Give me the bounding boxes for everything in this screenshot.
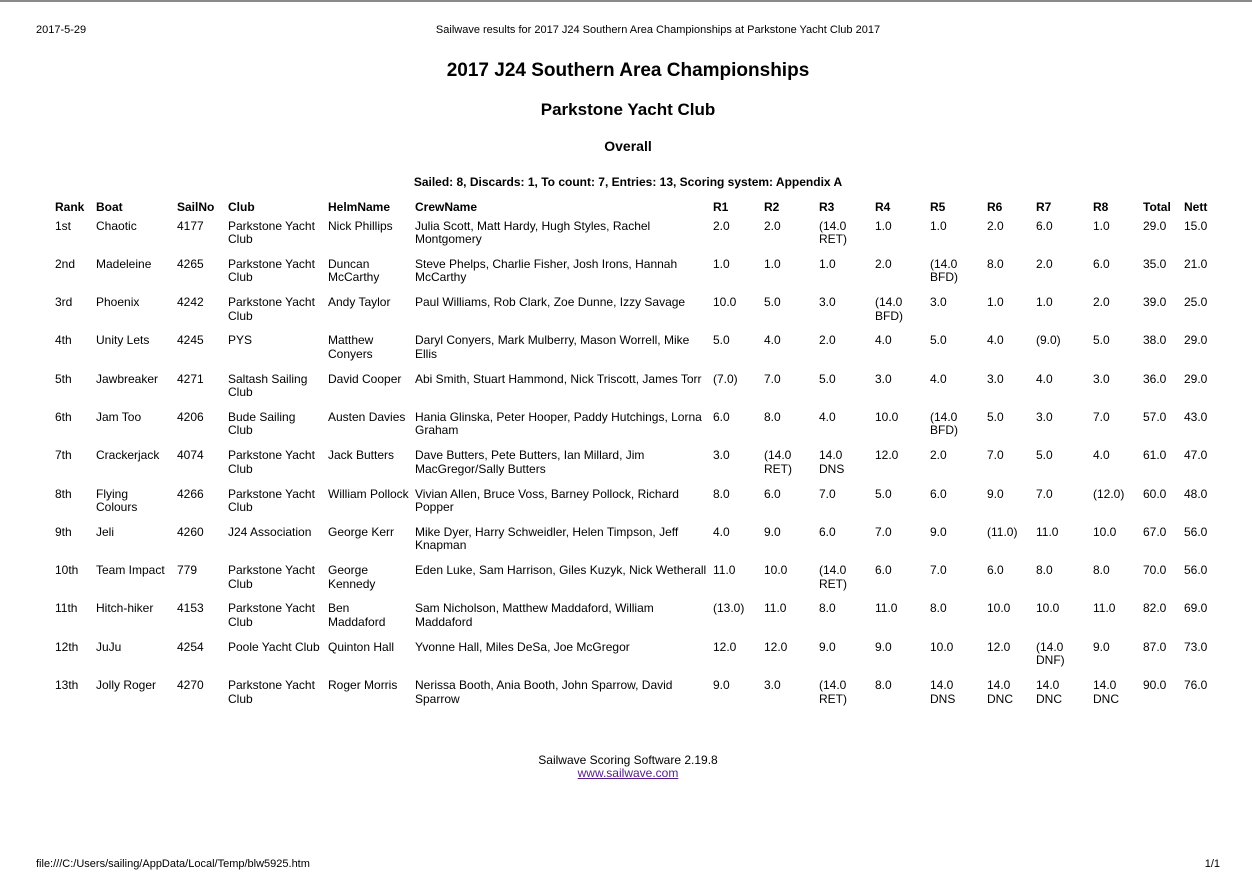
cell-r3: 4.0 <box>819 410 836 424</box>
cell-r8: 3.0 <box>1093 372 1110 386</box>
table-row <box>52 296 1222 334</box>
cell-sailno: 4260 <box>177 525 204 539</box>
cell-club: Saltash Sailing Club <box>228 372 308 400</box>
cell-r7: 11.0 <box>1036 525 1059 539</box>
cell-r6: 6.0 <box>987 564 1004 578</box>
cell-r1: 9.0 <box>713 679 730 693</box>
cell-nett: 29.0 <box>1184 372 1208 386</box>
cell-r4: 5.0 <box>875 487 892 501</box>
print-page-title: Sailwave results for 2017 J24 Southern Area Championships at Parkstone Yacht Club 2017 <box>435 24 881 36</box>
column-header-boat: Boat <box>96 200 123 214</box>
cell-r1: 11.0 <box>713 564 736 578</box>
cell-helm-name: George Kennedy <box>328 564 376 591</box>
cell-crew-name: Eden Luke, Sam Harrison, Giles Kuzyk, Nick Wetherall <box>415 564 707 578</box>
cell-club: J24 Association <box>228 525 312 539</box>
cell-boat: Jam Too <box>96 410 142 424</box>
cell-r8: 4.0 <box>1093 449 1110 463</box>
cell-r3: 9.0 <box>819 640 836 654</box>
cell-helm-name: David Cooper <box>328 372 402 386</box>
print-date: 2017-5-29 <box>36 24 87 36</box>
cell-club: Parkstone Yacht Club <box>228 602 315 629</box>
cell-r3: 7.0 <box>819 487 836 501</box>
cell-r3: 5.0 <box>819 372 836 386</box>
cell-boat: Madeleine <box>96 257 152 271</box>
column-header-r1: R1 <box>713 200 729 214</box>
cell-helm-name: Duncan McCarthy <box>328 257 380 285</box>
table-row <box>52 334 1222 372</box>
cell-sailno: 4245 <box>177 334 204 348</box>
cell-club: Parkstone Yacht Club <box>228 564 315 591</box>
cell-nett: 73.0 <box>1184 640 1208 654</box>
column-header-r7: R7 <box>1036 200 1052 214</box>
cell-r1: 10.0 <box>713 296 737 310</box>
cell-boat: Crackerjack <box>96 449 160 463</box>
table-row <box>52 411 1222 449</box>
cell-rank: 9th <box>55 525 72 539</box>
cell-r5: (14.0 BFD) <box>930 410 958 438</box>
cell-r4: (14.0 BFD) <box>875 296 903 323</box>
cell-r5: 10.0 <box>930 640 954 654</box>
cell-nett: 69.0 <box>1184 602 1208 616</box>
cell-rank: 8th <box>55 487 72 501</box>
cell-r3: 8.0 <box>819 602 836 616</box>
cell-r4: 6.0 <box>875 564 892 578</box>
series-heading: Overall <box>604 138 652 154</box>
cell-r8: 2.0 <box>1093 296 1110 310</box>
cell-rank: 5th <box>55 372 72 386</box>
cell-crew-name: Yvonne Hall, Miles DeSa, Joe McGregor <box>415 640 630 654</box>
cell-crew-name: Abi Smith, Stuart Hammond, Nick Triscott, James Torr <box>415 372 702 386</box>
cell-helm-name: William Pollock <box>328 487 409 501</box>
cell-boat: Flying Colours <box>96 487 138 515</box>
cell-sailno: 4177 <box>177 219 204 233</box>
cell-crew-name: Paul Williams, Rob Clark, Zoe Dunne, Izzy Savage <box>415 296 686 310</box>
cell-total: 82.0 <box>1143 602 1167 616</box>
cell-r8: 1.0 <box>1093 219 1110 233</box>
cell-r7: (9.0) <box>1036 334 1061 348</box>
table-row <box>52 449 1222 487</box>
column-header-club: Club <box>228 200 255 214</box>
cell-total: 60.0 <box>1143 487 1167 501</box>
cell-rank: 6th <box>55 410 72 424</box>
cell-sailno: 779 <box>177 564 198 578</box>
cell-sailno: 4206 <box>177 410 204 424</box>
cell-total: 35.0 <box>1143 257 1167 271</box>
cell-r8: 9.0 <box>1093 640 1110 654</box>
cell-r4: 10.0 <box>875 410 899 424</box>
cell-nett: 56.0 <box>1184 564 1208 578</box>
cell-boat: Unity Lets <box>96 334 150 348</box>
results-table <box>52 198 1222 717</box>
top-border <box>0 0 1252 2</box>
cell-r5: 8.0 <box>930 602 947 616</box>
cell-rank: 12th <box>55 640 79 654</box>
cell-r1: 4.0 <box>713 525 730 539</box>
cell-club: Poole Yacht Club <box>228 640 320 654</box>
cell-r6: 8.0 <box>987 257 1004 271</box>
cell-r2: 12.0 <box>764 640 788 654</box>
cell-total: 61.0 <box>1143 449 1167 463</box>
cell-r2: 4.0 <box>764 334 781 348</box>
cell-r6: 2.0 <box>987 219 1004 233</box>
cell-r8: 11.0 <box>1093 602 1116 616</box>
series-summary: Sailed: 8, Discards: 1, To count: 7, Entries: 13, Scoring system: Appendix A <box>413 175 843 189</box>
cell-sailno: 4265 <box>177 257 204 271</box>
print-file-path: file:///C:/Users/sailing/AppData/Local/Temp/blw5925.htm <box>36 858 310 870</box>
results-header-row <box>52 198 1222 220</box>
cell-r4: 11.0 <box>875 602 898 616</box>
cell-r6: 10.0 <box>987 602 1011 616</box>
column-header-r5: R5 <box>930 200 946 214</box>
cell-r6: 9.0 <box>987 487 1004 501</box>
print-page-number: 1/1 <box>1204 858 1220 870</box>
column-header-total: Total <box>1143 200 1171 214</box>
cell-helm-name: George Kerr <box>328 525 395 539</box>
cell-r7: 7.0 <box>1036 487 1053 501</box>
cell-r4: 9.0 <box>875 640 892 654</box>
cell-nett: 15.0 <box>1184 219 1208 233</box>
cell-sailno: 4266 <box>177 487 204 501</box>
table-row <box>52 373 1222 411</box>
cell-r8: 7.0 <box>1093 410 1110 424</box>
column-header-rank: Rank <box>55 200 85 214</box>
cell-nett: 48.0 <box>1184 487 1208 501</box>
cell-r1: 6.0 <box>713 410 730 424</box>
cell-r8: 6.0 <box>1093 257 1110 271</box>
cell-nett: 56.0 <box>1184 525 1208 539</box>
cell-rank: 4th <box>55 334 72 348</box>
cell-r4: 7.0 <box>875 525 892 539</box>
table-row <box>52 564 1222 602</box>
cell-boat: Jeli <box>96 525 115 539</box>
cell-boat: Phoenix <box>96 296 140 310</box>
cell-crew-name: Hania Glinska, Peter Hooper, Paddy Hutchings, Lorna Graham <box>415 410 702 438</box>
cell-club: Bude Sailing Club <box>228 410 296 438</box>
cell-helm-name: Ben Maddaford <box>328 602 386 629</box>
table-row <box>52 220 1222 258</box>
cell-club: Parkstone Yacht Club <box>228 449 315 476</box>
cell-r2: 9.0 <box>764 525 781 539</box>
cell-sailno: 4254 <box>177 640 204 654</box>
cell-r6: 7.0 <box>987 449 1004 463</box>
cell-rank: 3rd <box>55 296 73 310</box>
cell-club: PYS <box>228 334 253 348</box>
cell-r8: (12.0) <box>1093 487 1125 501</box>
cell-total: 29.0 <box>1143 219 1167 233</box>
column-header-r3: R3 <box>819 200 835 214</box>
cell-club: Parkstone Yacht Club <box>228 296 315 323</box>
table-row <box>52 602 1222 640</box>
table-row <box>52 526 1222 564</box>
cell-rank: 10th <box>55 564 79 578</box>
results-body <box>52 220 1222 718</box>
cell-r5: 1.0 <box>930 219 947 233</box>
column-header-r4: R4 <box>875 200 891 214</box>
cell-sailno: 4271 <box>177 372 204 386</box>
cell-sailno: 4242 <box>177 296 204 310</box>
table-row <box>52 488 1222 526</box>
cell-nett: 43.0 <box>1184 410 1208 424</box>
cell-helm-name: Austen Davies <box>328 410 406 424</box>
cell-crew-name: Sam Nicholson, Matthew Maddaford, William Maddaford <box>415 602 654 629</box>
column-header-r8: R8 <box>1093 200 1109 214</box>
cell-r7: 4.0 <box>1036 372 1053 386</box>
cell-r6: (11.0) <box>987 525 1018 539</box>
cell-helm-name: Quinton Hall <box>328 640 395 654</box>
cell-sailno: 4270 <box>177 679 204 693</box>
cell-nett: 25.0 <box>1184 296 1208 310</box>
software-credit: Sailwave Scoring Software 2.19.8 <box>538 753 718 767</box>
cell-boat: JuJu <box>96 640 122 654</box>
cell-r3: (14.0 RET) <box>819 219 847 246</box>
cell-r8: 5.0 <box>1093 334 1110 348</box>
cell-r6: 1.0 <box>987 296 1004 310</box>
cell-r3: 3.0 <box>819 296 836 310</box>
cell-r1: 1.0 <box>713 257 730 271</box>
cell-total: 39.0 <box>1143 296 1167 310</box>
cell-r4: 8.0 <box>875 679 892 693</box>
cell-helm-name: Nick Phillips <box>328 219 393 233</box>
cell-club: Parkstone Yacht Club <box>228 257 315 285</box>
cell-r7: (14.0 DNF) <box>1036 640 1065 668</box>
cell-r7: 8.0 <box>1036 564 1053 578</box>
cell-crew-name: Dave Butters, Pete Butters, Ian Millard, Jim MacGregor/Sally Butters <box>415 449 645 476</box>
cell-total: 87.0 <box>1143 640 1167 654</box>
cell-r2: 1.0 <box>764 257 781 271</box>
cell-boat: Team Impact <box>96 564 165 578</box>
cell-crew-name: Mike Dyer, Harry Schweidler, Helen Timpson, Jeff Knapman <box>415 525 679 553</box>
column-header-r6: R6 <box>987 200 1003 214</box>
cell-nett: 21.0 <box>1184 257 1208 271</box>
cell-r1: 3.0 <box>713 449 730 463</box>
cell-r2: 7.0 <box>764 372 781 386</box>
cell-total: 70.0 <box>1143 564 1167 578</box>
cell-r4: 12.0 <box>875 449 899 463</box>
event-club: Parkstone Yacht Club <box>540 100 716 119</box>
cell-rank: 7th <box>55 449 72 463</box>
column-header-r2: R2 <box>764 200 780 214</box>
sailwave-link[interactable]: www.sailwave.com <box>577 766 679 780</box>
cell-r1: 5.0 <box>713 334 730 348</box>
cell-r5: 9.0 <box>930 525 947 539</box>
cell-r4: 2.0 <box>875 257 892 271</box>
column-header-crew-name: CrewName <box>415 200 478 214</box>
cell-crew-name: Daryl Conyers, Mark Mulberry, Mason Worrell, Mike Ellis <box>415 334 690 361</box>
cell-r6: 5.0 <box>987 410 1004 424</box>
cell-r7: 2.0 <box>1036 257 1053 271</box>
cell-r6: 14.0 DNC <box>987 679 1013 706</box>
cell-boat: Jolly Roger <box>96 679 157 693</box>
cell-r2: (14.0 RET) <box>764 449 792 476</box>
cell-nett: 76.0 <box>1184 679 1208 693</box>
cell-r6: 4.0 <box>987 334 1004 348</box>
cell-r5: 7.0 <box>930 564 947 578</box>
cell-club: Parkstone Yacht Club <box>228 679 315 706</box>
cell-r7: 3.0 <box>1036 410 1053 424</box>
cell-crew-name: Steve Phelps, Charlie Fisher, Josh Irons, Hannah McCarthy <box>415 257 678 285</box>
cell-r2: 11.0 <box>764 602 787 616</box>
cell-helm-name: Andy Taylor <box>328 296 391 310</box>
cell-nett: 29.0 <box>1184 334 1208 348</box>
cell-rank: 1st <box>55 219 72 233</box>
cell-r4: 4.0 <box>875 334 892 348</box>
cell-rank: 11th <box>55 602 78 616</box>
cell-boat: Chaotic <box>96 219 137 233</box>
cell-r2: 10.0 <box>764 564 788 578</box>
cell-r8: 10.0 <box>1093 525 1117 539</box>
cell-r5: 5.0 <box>930 334 947 348</box>
cell-r6: 12.0 <box>987 640 1011 654</box>
cell-crew-name: Vivian Allen, Bruce Voss, Barney Pollock, Richard Popper <box>415 487 679 515</box>
cell-nett: 47.0 <box>1184 449 1208 463</box>
table-row <box>52 641 1222 679</box>
cell-r4: 1.0 <box>875 219 892 233</box>
cell-r2: 3.0 <box>764 679 781 693</box>
cell-r2: 5.0 <box>764 296 781 310</box>
cell-r5: 3.0 <box>930 296 947 310</box>
event-title: 2017 J24 Southern Area Championships <box>446 60 810 81</box>
cell-r5: 2.0 <box>930 449 947 463</box>
cell-boat: Hitch-hiker <box>96 602 154 616</box>
cell-r7: 1.0 <box>1036 296 1053 310</box>
column-header-sailno: SailNo <box>177 200 215 214</box>
cell-r2: 8.0 <box>764 410 781 424</box>
cell-r1: 12.0 <box>713 640 737 654</box>
cell-r2: 6.0 <box>764 487 781 501</box>
cell-r3: 2.0 <box>819 334 836 348</box>
cell-r5: 14.0 DNS <box>930 679 956 706</box>
cell-helm-name: Matthew Conyers <box>328 334 374 361</box>
cell-r3: 6.0 <box>819 525 836 539</box>
table-row <box>52 679 1222 717</box>
cell-r1: (13.0) <box>713 602 745 616</box>
cell-total: 38.0 <box>1143 334 1167 348</box>
cell-r8: 8.0 <box>1093 564 1110 578</box>
cell-r7: 5.0 <box>1036 449 1053 463</box>
cell-crew-name: Nerissa Booth, Ania Booth, John Sparrow, David Sparrow <box>415 679 673 706</box>
cell-crew-name: Julia Scott, Matt Hardy, Hugh Styles, Rachel Montgomery <box>415 219 651 246</box>
cell-total: 90.0 <box>1143 679 1167 693</box>
cell-helm-name: Roger Morris <box>328 679 398 693</box>
cell-r3: (14.0 RET) <box>819 564 847 591</box>
cell-r7: 10.0 <box>1036 602 1060 616</box>
column-header-nett: Nett <box>1184 200 1208 214</box>
cell-total: 57.0 <box>1143 410 1167 424</box>
cell-r3: 14.0 DNS <box>819 449 845 476</box>
cell-r5: (14.0 BFD) <box>930 257 958 285</box>
cell-total: 36.0 <box>1143 372 1167 386</box>
cell-r1: 2.0 <box>713 219 730 233</box>
cell-r3: (14.0 RET) <box>819 679 847 706</box>
cell-rank: 13th <box>55 679 79 693</box>
table-row <box>52 258 1222 296</box>
cell-r5: 4.0 <box>930 372 947 386</box>
cell-r1: (7.0) <box>713 372 738 386</box>
cell-boat: Jawbreaker <box>96 372 159 386</box>
cell-club: Parkstone Yacht Club <box>228 219 315 246</box>
cell-sailno: 4074 <box>177 449 204 463</box>
cell-r4: 3.0 <box>875 372 892 386</box>
cell-r1: 8.0 <box>713 487 730 501</box>
cell-rank: 2nd <box>55 257 76 271</box>
cell-r5: 6.0 <box>930 487 947 501</box>
cell-r2: 2.0 <box>764 219 781 233</box>
cell-total: 67.0 <box>1143 525 1167 539</box>
cell-r8: 14.0 DNC <box>1093 679 1119 706</box>
column-header-helm-name: HelmName <box>328 200 391 214</box>
cell-club: Parkstone Yacht Club <box>228 487 315 515</box>
cell-r6: 3.0 <box>987 372 1004 386</box>
cell-sailno: 4153 <box>177 602 204 616</box>
cell-r7: 14.0 DNC <box>1036 679 1062 706</box>
cell-r3: 1.0 <box>819 257 836 271</box>
cell-helm-name: Jack Butters <box>328 449 395 463</box>
cell-r7: 6.0 <box>1036 219 1053 233</box>
